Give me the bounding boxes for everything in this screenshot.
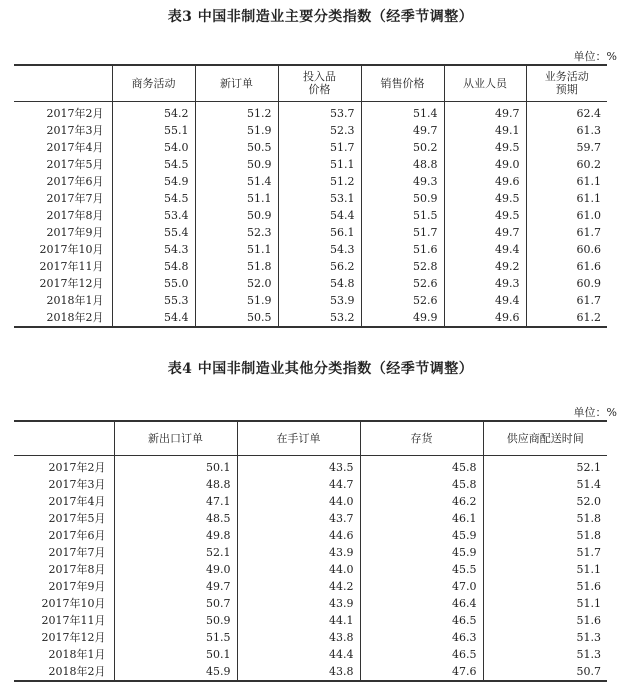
- table-cell: 51.1: [483, 595, 607, 612]
- table3-title: 表3 中国非制造业主要分类指数（经季节调整）: [167, 9, 474, 25]
- table-cell: 53.1: [278, 190, 361, 207]
- table-cell: 49.5: [444, 207, 526, 224]
- row-label: 2017年11月: [41, 613, 106, 627]
- row-label: 2017年8月: [48, 562, 106, 576]
- row-label: 2017年12月: [39, 276, 104, 290]
- row-label: 2017年4月: [48, 494, 106, 508]
- table-row: [14, 629, 607, 646]
- table4-header-row: [14, 421, 607, 455]
- table-cell: 51.2: [195, 101, 278, 122]
- table-row: [14, 156, 607, 173]
- table-cell: 49.4: [444, 292, 526, 309]
- table-cell: 50.9: [114, 612, 237, 629]
- table-cell: 54.3: [112, 241, 195, 258]
- table-cell: 44.0: [237, 493, 360, 510]
- table-cell: 53.9: [278, 292, 361, 309]
- table-cell: 62.4: [526, 101, 607, 122]
- row-label: 2017年9月: [46, 225, 104, 239]
- table-row: [14, 612, 607, 629]
- table-cell: 44.4: [237, 646, 360, 663]
- table-cell: 51.7: [361, 224, 444, 241]
- table-cell: 53.2: [278, 309, 361, 327]
- table-cell: 45.9: [114, 663, 237, 681]
- row-label: 2017年2月: [48, 460, 106, 474]
- table-cell: 54.9: [112, 173, 195, 190]
- table-cell: 60.2: [526, 156, 607, 173]
- table3-header-cell: 从业人员: [444, 65, 526, 101]
- table-cell: 61.2: [526, 309, 607, 327]
- table-cell: 55.1: [112, 122, 195, 139]
- table-cell: 51.4: [361, 101, 444, 122]
- table-cell: 53.7: [278, 101, 361, 122]
- table-cell: 51.7: [483, 544, 607, 561]
- table-cell: 52.1: [483, 455, 607, 476]
- table-cell: 51.1: [278, 156, 361, 173]
- table-row: [14, 101, 607, 122]
- table-cell: 52.3: [278, 122, 361, 139]
- table-cell: 51.1: [483, 561, 607, 578]
- table3-header-cell: 销售价格: [361, 65, 444, 101]
- table4-header-cell: 在手订单: [237, 421, 360, 455]
- table-cell: 45.8: [360, 455, 483, 476]
- row-label: 2017年5月: [48, 511, 106, 525]
- table-cell: 46.5: [360, 646, 483, 663]
- table-row: [14, 663, 607, 681]
- table-cell: 51.6: [361, 241, 444, 258]
- table-cell: 51.5: [114, 629, 237, 646]
- table-cell: 51.9: [195, 122, 278, 139]
- table-cell: 51.7: [278, 139, 361, 156]
- table-cell: 43.7: [237, 510, 360, 527]
- table-cell: 44.1: [237, 612, 360, 629]
- table-cell: 50.2: [361, 139, 444, 156]
- table-row: [14, 207, 607, 224]
- table-cell: 51.4: [195, 173, 278, 190]
- table-cell: 49.1: [444, 122, 526, 139]
- table-cell: 43.5: [237, 455, 360, 476]
- table-cell: 51.6: [483, 612, 607, 629]
- table-row: [14, 493, 607, 510]
- table-cell: 51.8: [483, 510, 607, 527]
- table-cell: 46.5: [360, 612, 483, 629]
- row-label: 2018年1月: [46, 293, 104, 307]
- table-cell: 61.7: [526, 224, 607, 241]
- table-cell: 43.8: [237, 663, 360, 681]
- table-cell: 49.5: [444, 190, 526, 207]
- table-cell: 44.2: [237, 578, 360, 595]
- table-cell: 52.8: [361, 258, 444, 275]
- table-cell: 43.8: [237, 629, 360, 646]
- table-cell: 60.9: [526, 275, 607, 292]
- table-row: [14, 455, 607, 476]
- row-label: 2017年7月: [46, 191, 104, 205]
- table-row: [14, 527, 607, 544]
- table-cell: 61.0: [526, 207, 607, 224]
- table3: [14, 64, 607, 328]
- table-cell: 51.9: [195, 292, 278, 309]
- row-label: 2017年8月: [46, 208, 104, 222]
- table-cell: 46.4: [360, 595, 483, 612]
- table-cell: 52.6: [361, 275, 444, 292]
- table-cell: 54.8: [112, 258, 195, 275]
- table4-header-cell: 供应商配送时间: [483, 421, 607, 455]
- table-cell: 49.6: [444, 309, 526, 327]
- row-label: 2017年3月: [48, 477, 106, 491]
- table-cell: 54.4: [278, 207, 361, 224]
- table-cell: 45.8: [360, 476, 483, 493]
- table4-title: 表4 中国非制造业其他分类指数（经季节调整）: [167, 361, 474, 377]
- table-cell: 49.5: [444, 139, 526, 156]
- table-row: [14, 309, 607, 327]
- table-cell: 59.7: [526, 139, 607, 156]
- table3-header-cell: 商务活动: [112, 65, 195, 101]
- table-cell: 49.2: [444, 258, 526, 275]
- table-cell: 56.1: [278, 224, 361, 241]
- row-label: 2017年9月: [48, 579, 106, 593]
- table-cell: 51.8: [483, 527, 607, 544]
- row-label: 2017年6月: [48, 528, 106, 542]
- table-cell: 61.7: [526, 292, 607, 309]
- table-row: [14, 595, 607, 612]
- table-cell: 44.7: [237, 476, 360, 493]
- table-cell: 48.5: [114, 510, 237, 527]
- table-cell: 51.8: [195, 258, 278, 275]
- row-label: 2018年2月: [46, 310, 104, 324]
- table-cell: 54.8: [278, 275, 361, 292]
- table-row: [14, 224, 607, 241]
- table-row: [14, 190, 607, 207]
- table-cell: 48.8: [361, 156, 444, 173]
- table-cell: 50.9: [361, 190, 444, 207]
- table-row: [14, 275, 607, 292]
- table-cell: 49.8: [114, 527, 237, 544]
- table-cell: 54.2: [112, 101, 195, 122]
- row-label: 2017年11月: [39, 259, 104, 273]
- table-row: [14, 510, 607, 527]
- table-cell: 52.1: [114, 544, 237, 561]
- table-cell: 49.4: [444, 241, 526, 258]
- table-cell: 61.1: [526, 173, 607, 190]
- table-cell: 51.2: [278, 173, 361, 190]
- table-cell: 53.4: [112, 207, 195, 224]
- table-cell: 56.2: [278, 258, 361, 275]
- row-label: 2018年2月: [48, 664, 106, 678]
- table-row: [14, 476, 607, 493]
- table4-header-cell: [14, 421, 114, 455]
- table-cell: 43.9: [237, 595, 360, 612]
- table-cell: 50.5: [195, 139, 278, 156]
- table-cell: 61.6: [526, 258, 607, 275]
- table-cell: 54.5: [112, 156, 195, 173]
- table-cell: 51.5: [361, 207, 444, 224]
- table-cell: 51.4: [483, 476, 607, 493]
- table-cell: 44.6: [237, 527, 360, 544]
- table-cell: 44.0: [237, 561, 360, 578]
- table-cell: 47.0: [360, 578, 483, 595]
- table-cell: 54.4: [112, 309, 195, 327]
- table-row: [14, 122, 607, 139]
- row-label: 2017年5月: [46, 157, 104, 171]
- table-cell: 54.5: [112, 190, 195, 207]
- table-cell: 49.7: [361, 122, 444, 139]
- table-cell: 55.3: [112, 292, 195, 309]
- table-cell: 50.5: [195, 309, 278, 327]
- table-cell: 47.1: [114, 493, 237, 510]
- table-cell: 49.6: [444, 173, 526, 190]
- table-cell: 48.8: [114, 476, 237, 493]
- table-cell: 46.2: [360, 493, 483, 510]
- table-cell: 50.9: [195, 207, 278, 224]
- table-row: [14, 173, 607, 190]
- table-row: [14, 292, 607, 309]
- table-cell: 52.0: [483, 493, 607, 510]
- row-label: 2017年12月: [41, 630, 106, 644]
- table-cell: 47.6: [360, 663, 483, 681]
- table-cell: 52.0: [195, 275, 278, 292]
- row-label: 2017年2月: [46, 106, 104, 120]
- table-cell: 54.3: [278, 241, 361, 258]
- table-cell: 51.1: [195, 190, 278, 207]
- table3-unit: 单位：%: [573, 50, 617, 63]
- table-cell: 50.7: [483, 663, 607, 681]
- table-cell: 51.3: [483, 646, 607, 663]
- table-row: [14, 241, 607, 258]
- table-cell: 61.1: [526, 190, 607, 207]
- table-cell: 50.7: [114, 595, 237, 612]
- table-row: [14, 578, 607, 595]
- table-cell: 49.3: [361, 173, 444, 190]
- table-cell: 49.0: [114, 561, 237, 578]
- table-row: [14, 139, 607, 156]
- table-cell: 45.9: [360, 527, 483, 544]
- table-cell: 43.9: [237, 544, 360, 561]
- table-row: [14, 561, 607, 578]
- table-cell: 49.7: [114, 578, 237, 595]
- table3-header-cell: 业务活动 预期: [526, 65, 607, 101]
- table-cell: 52.3: [195, 224, 278, 241]
- row-label: 2017年7月: [48, 545, 106, 559]
- table-row: [14, 258, 607, 275]
- table-cell: 49.7: [444, 224, 526, 241]
- row-label: 2017年6月: [46, 174, 104, 188]
- table-cell: 49.9: [361, 309, 444, 327]
- row-label: 2018年1月: [48, 647, 106, 661]
- table4: [14, 420, 607, 682]
- table3-header-cell: [14, 65, 112, 101]
- table-cell: 55.4: [112, 224, 195, 241]
- table-cell: 49.0: [444, 156, 526, 173]
- table-row: [14, 544, 607, 561]
- table-cell: 46.3: [360, 629, 483, 646]
- table4-unit: 单位：%: [573, 406, 617, 419]
- table-cell: 45.5: [360, 561, 483, 578]
- table-cell: 49.3: [444, 275, 526, 292]
- table-cell: 61.3: [526, 122, 607, 139]
- row-label: 2017年10月: [41, 596, 106, 610]
- table3-header-cell: 新订单: [195, 65, 278, 101]
- table-cell: 51.6: [483, 578, 607, 595]
- table-cell: 54.0: [112, 139, 195, 156]
- table3-header-cell: 投入品 价格: [278, 65, 361, 101]
- row-label: 2017年3月: [46, 123, 104, 137]
- table4-header-cell: 新出口订单: [114, 421, 237, 455]
- table-cell: 52.6: [361, 292, 444, 309]
- table-row: [14, 646, 607, 663]
- table-cell: 55.0: [112, 275, 195, 292]
- table3-header-row: [14, 65, 607, 101]
- table-cell: 51.3: [483, 629, 607, 646]
- table-cell: 50.9: [195, 156, 278, 173]
- row-label: 2017年10月: [39, 242, 104, 256]
- table-cell: 46.1: [360, 510, 483, 527]
- row-label: 2017年4月: [46, 140, 104, 154]
- table-cell: 45.9: [360, 544, 483, 561]
- table-cell: 49.7: [444, 101, 526, 122]
- table-cell: 50.1: [114, 455, 237, 476]
- table-cell: 60.6: [526, 241, 607, 258]
- table-cell: 51.1: [195, 241, 278, 258]
- table-cell: 50.1: [114, 646, 237, 663]
- table4-header-cell: 存货: [360, 421, 483, 455]
